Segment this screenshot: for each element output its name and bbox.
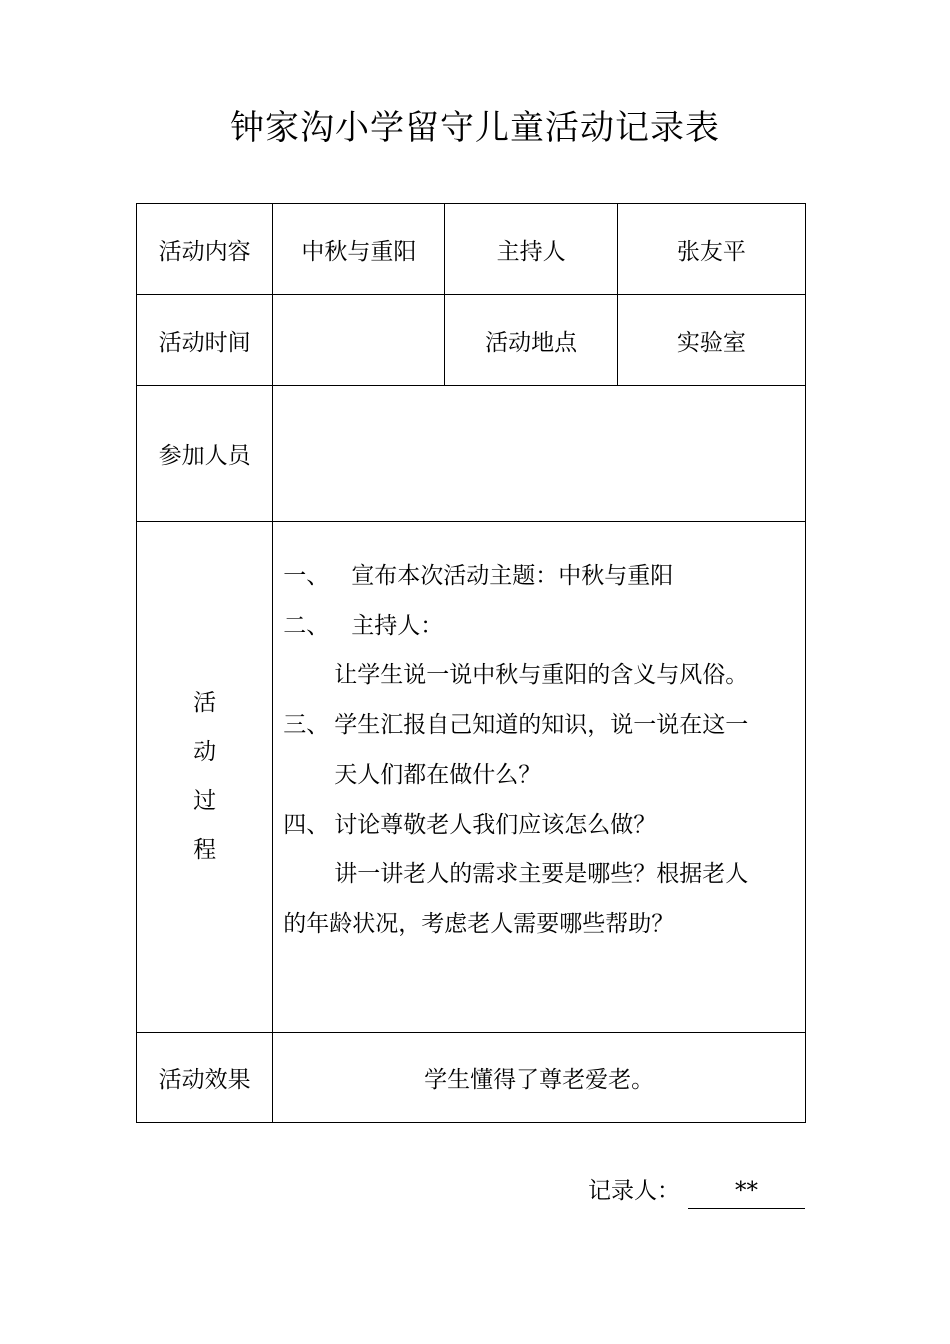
process-line-text: 主持人： xyxy=(351,612,444,639)
participants-label: 参加人员 xyxy=(137,386,273,522)
process-line-text: 学生汇报自己知道的知识，说一说在这一 xyxy=(334,712,749,739)
process-line-text: 的年龄状况，考虑老人需要哪些帮助？ xyxy=(283,910,675,937)
process-line xyxy=(283,801,797,851)
recorder-label: 记录人： xyxy=(588,1178,680,1204)
process-line xyxy=(283,850,797,900)
effect-value: 学生懂得了尊老爱老。 xyxy=(273,1033,806,1123)
effect-label: 活动效果 xyxy=(137,1033,273,1123)
recorder-value: ** xyxy=(688,1178,805,1209)
process-line xyxy=(283,651,797,701)
place-value: 实验室 xyxy=(617,295,805,386)
time-label: 活动时间 xyxy=(137,295,273,386)
process-line-text: 讨论尊敬老人我们应该怎么做？ xyxy=(334,811,657,838)
process-line xyxy=(283,552,797,602)
process-line xyxy=(283,701,797,751)
process-line-number: 三、 xyxy=(283,712,330,739)
host-label: 主持人 xyxy=(445,204,617,295)
table-row xyxy=(137,295,806,386)
recorder xyxy=(588,1172,805,1209)
process-line xyxy=(283,900,797,950)
table-row xyxy=(137,386,806,522)
table-row xyxy=(137,1033,806,1123)
process-line xyxy=(283,751,797,801)
process-content xyxy=(273,522,806,1033)
content-label: 活动内容 xyxy=(137,204,273,295)
process-line-text: 让学生说一说中秋与重阳的含义与风俗。 xyxy=(334,662,749,689)
time-value xyxy=(273,295,445,386)
process-label-cell xyxy=(137,522,273,1033)
table-row xyxy=(137,522,806,1033)
process-line-number: 一、 xyxy=(283,563,330,589)
host-value: 张友平 xyxy=(617,204,805,295)
process-line-number: 二、 xyxy=(283,612,330,639)
document-title: 钟家沟小学留守儿童活动记录表 xyxy=(230,108,720,148)
participants-value xyxy=(273,386,806,522)
content-value: 中秋与重阳 xyxy=(273,204,445,295)
table-row xyxy=(137,204,806,295)
place-label: 活动地点 xyxy=(445,295,617,386)
process-line xyxy=(283,602,797,652)
process-line-text: 讲一讲老人的需求主要是哪些？根据老人 xyxy=(334,861,749,888)
process-label: 活动过程 xyxy=(193,690,217,863)
process-line-text: 天人们都在做什么？ xyxy=(334,761,542,788)
activity-record-table xyxy=(136,203,806,1123)
process-line-number: 四、 xyxy=(283,811,330,838)
process-line-text: 宣布本次活动主题：中秋与重阳 xyxy=(351,563,674,589)
